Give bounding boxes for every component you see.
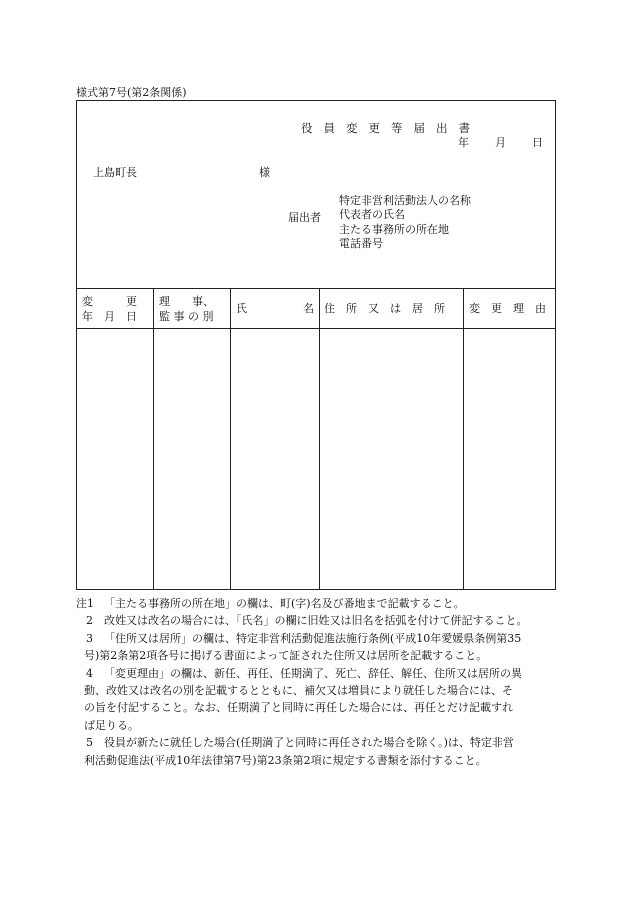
form-frame [76,100,556,590]
note-item: 注1 「主たる事務所の所在地」の欄は、町(字)名及び番地まで記載すること。 [76,597,465,610]
filer-field-corp-name: 特定非営利活動法人の名称 [339,194,471,207]
note-item: 3 「住所又は居所」の欄は、特定非営利活動促進法施行条例(平成10年愛媛県条例第35 号)第2条第2項各号に掲げる書面によって証された住所又は居所を記載すること。 [84,631,522,663]
date-year: 年 [458,136,469,149]
filer-field-phone: 電話番号 [339,236,383,250]
header-reason: 変 更 理 由 [469,302,546,315]
col-divider-1 [153,288,154,590]
table-header-border [77,328,555,329]
date-month: 月 [495,136,506,149]
note-item: 5 役員が新たに就任した場合(任期満了と同時に再任された場合を除く。)は、特定非営 利活動促進法(平成10年法律第7号)第23条第2項に規定する書類を添付すること。 [84,736,514,767]
note-item: 2 改姓又は改名の場合には、「氏名」の欄に旧姓又は旧名を括弧を付けて併記すること。 [86,614,528,628]
table-top-border [77,288,555,289]
filer-label: 届出者 [288,211,321,224]
notes [76,595,566,769]
filer-field-rep-name: 代表者の氏名 [339,208,405,222]
date-line [458,134,543,150]
form-title: 役員変更等届出書 [301,121,481,135]
note-item: 4 「変更理由」の欄は、新任、再任、任期満了、死亡、辞任、解任、住所又は居所の異 動、改姓又は改名の別を記載するとともに、補欠又は増員により就任した場合には、そ の旨を付記すること。なお、任期満了と同時に再任した場合には、再任とだけ記載すれ ば足りる。 [84,666,522,732]
header-address: 住 所 又 は 居 所 [324,302,445,315]
header-name: 氏 名 [236,302,314,315]
filer-fields [339,194,471,251]
date-day: 日 [532,136,543,149]
header-role: 理 事、 監 事 の 別 [159,295,214,323]
col-divider-2 [230,288,231,590]
col-divider-3 [319,288,320,590]
addressee: 上島町長 [93,166,137,179]
header-change-date: 変 更 年 月 日 [82,295,137,323]
form-id: 様式第7号(第2条関係) [76,86,187,99]
honorific: 様 [259,166,270,179]
filer-field-office-address: 主たる事務所の所在地 [339,222,449,236]
col-divider-4 [463,288,464,590]
